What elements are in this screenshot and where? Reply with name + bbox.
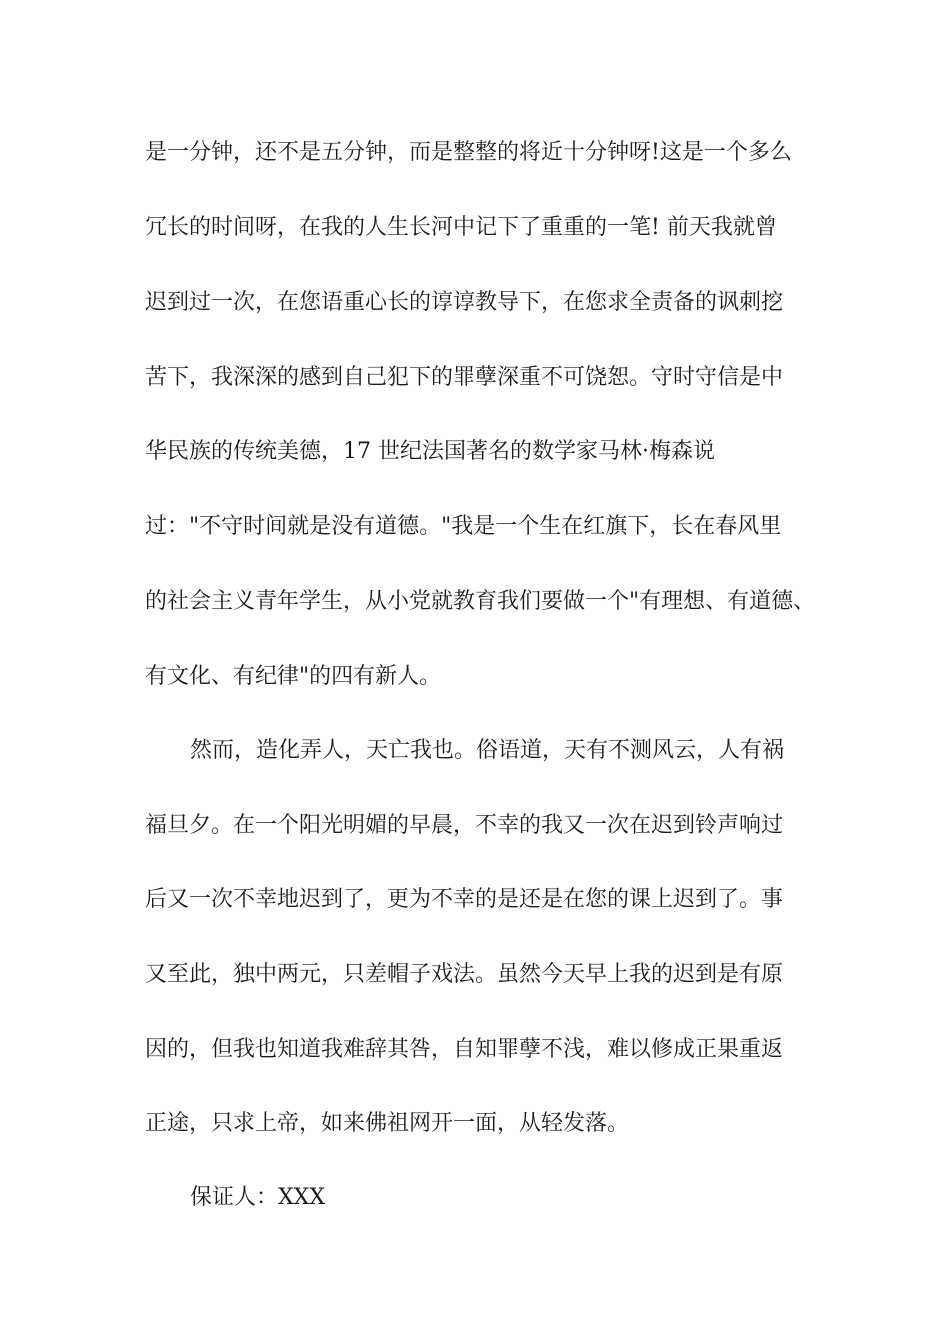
paragraph-line: 冗长的时间呀，在我的人生长河中记下了重重的一笔! 前天我就曾 xyxy=(145,215,777,240)
paragraph-line: 有文化、有纪律"的四有新人。 xyxy=(145,664,442,689)
paragraph-line: 又至此，独中两元，只差帽子戏法。虽然今天早上我的迟到是有原 xyxy=(145,962,784,987)
paragraph-line: 正途，只求上帝，如来佛祖网开一面，从轻发落。 xyxy=(145,1111,630,1136)
paragraph-line: 是一分钟，还不是五分钟，而是整整的将近十分钟呀!这是一个多么 xyxy=(145,140,792,165)
paragraph-line: 后又一次不幸地迟到了，更为不幸的是还是在您的课上迟到了。事 xyxy=(145,887,784,912)
paragraph-line: 然而，造化弄人，天亡我也。俗语道，天有不测风云，人有祸 xyxy=(190,738,785,763)
paragraph-line: 迟到过一次，在您语重心长的谆谆教导下，在您求全责备的讽刺挖 xyxy=(145,290,784,315)
guarantor-line: 保证人：XXX xyxy=(190,1185,325,1210)
paragraph-line: 因的，但我也知道我难辞其咎，自知罪孽不浅，难以修成正果重返 xyxy=(145,1037,784,1062)
paragraph-line: 苦下，我深深的感到自己犯下的罪孽深重不可饶恕。守时守信是中 xyxy=(145,365,784,390)
paragraph-line: 福旦夕。在一个阳光明媚的早晨，不幸的我又一次在迟到铃声响过 xyxy=(145,813,784,838)
paragraph-line: 华民族的传统美德，17 世纪法国著名的数学家马林·梅森说 xyxy=(145,439,715,464)
paragraph-line: 过："不守时间就是没有道德。"我是一个生在红旗下，长在春风里 xyxy=(145,514,782,539)
paragraph-line: 的社会主义青年学生，从小党就教育我们要做一个"有理想、有道德、 xyxy=(145,589,816,614)
